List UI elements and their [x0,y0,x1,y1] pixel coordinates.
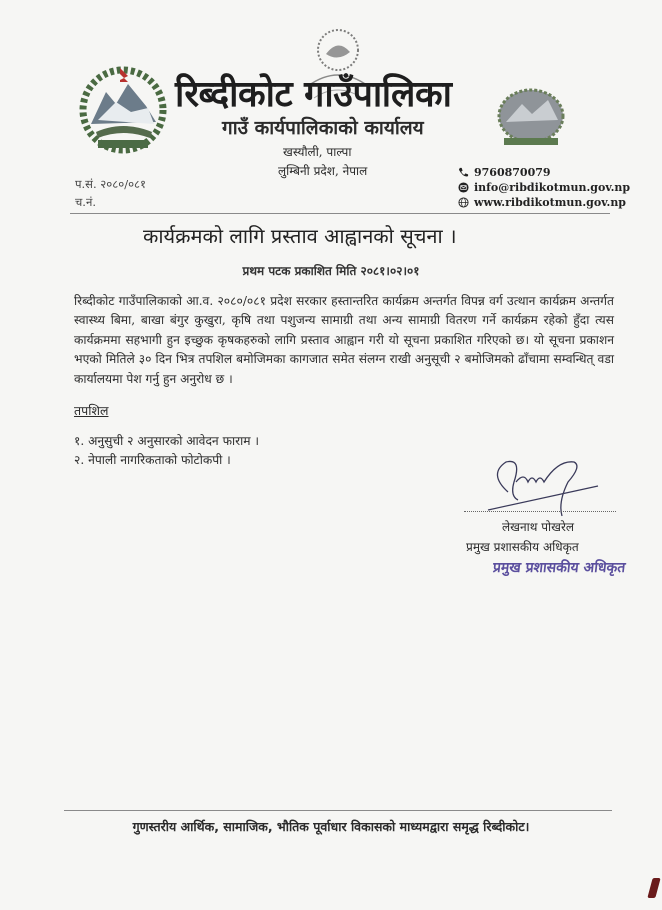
fiscal-year-ref: प.सं. २०८०/०८१ [75,177,147,191]
contact-website [458,196,626,209]
published-date: प्रथम पटक प्रकाशित मिति २०८१।०२।०१ [242,264,420,278]
list-item: १. अनुसुची २ अनुसारको आवेदन फाराम । [74,434,260,448]
contact-phone [458,166,551,179]
municipality-logo-icon [488,84,574,150]
notice-heading: कार्यक्रमको लागि प्रस्ताव आह्वानको सूचना । [143,224,457,248]
signature-icon [478,452,618,518]
municipality-title: रिब्दीकोट गाउँपालिका [175,74,452,115]
email-address[interactable]: info@ribdikotmun.gov.np [474,181,631,194]
dispatch-number: च.नं. [75,195,96,209]
notice-body: रिब्दीकोट गाउँपालिकाको आ.व. २०८०/०८१ प्रदेश सरकार हस्तान्तरित कार्यक्रम अन्तर्गत विपन्न वर्ग उत्थान कार्यक्रम अन्तर्गत स्वास्थ्य बिमा, बाखा बंगुर कुखुरा, कृषि तथा पशुजन्य सामाग्री तथा अन्य सामाग्री वितरण गर्ने कार्यक्रम रहेको हुँदा त्यस कार्यक्रममा सहभागी हुन इच्छुक कृषकहरुको लागि प्रस्ताव आह्वान गरी यो सूचना प्रकाशित गरिएको छ। यो सूचना प्रकाशन भएको मितिले ३० दिन भित्र तपशिल बमोजिमका कागजात समेत संलग्न राखी अनुसूची २ बमोजिमको ढाँचामा सम्वन्धित् वडा कार्यालयमा पेश गर्नु हुन अनुरोध छ । [74,294,614,386]
footer-slogan: गुणस्तरीय आर्थिक, सामाजिक, भौतिक पूर्वाधार विकासको माध्यमद्वारा समृद्ध रिब्दीकोट। [132,819,530,834]
office-subtitle: गाउँ कार्यपालिकाको कार्यालय [222,117,424,139]
email-icon [458,182,469,193]
contact-email [458,181,630,194]
signature-line [464,511,616,512]
phone-number: 9760870079 [474,166,551,179]
address-line-1: खस्यौली, पाल्पा [283,145,352,159]
footer-divider [64,810,612,811]
nepal-emblem-icon [76,62,170,154]
signatory-name: लेखनाथ पोखरेल [502,520,574,534]
website-url[interactable]: www.ribdikotmun.gov.np [474,196,627,209]
signatory-designation: प्रमुख प्रशासकीय अधिकृत [466,540,579,554]
header-divider [70,213,610,214]
attachments-heading: तपशिल [74,403,109,418]
list-item: २. नेपाली नागरिकताको फोटोकपी । [74,453,231,467]
phone-icon [458,167,469,178]
attachments-list [74,432,259,470]
address-line-2: लुम्बिनी प्रदेश, नेपाल [278,164,368,178]
corner-mark [647,878,660,898]
designation-stamp: प्रमुख प्रशासकीय अधिकृत [492,560,627,576]
globe-icon [458,197,469,208]
